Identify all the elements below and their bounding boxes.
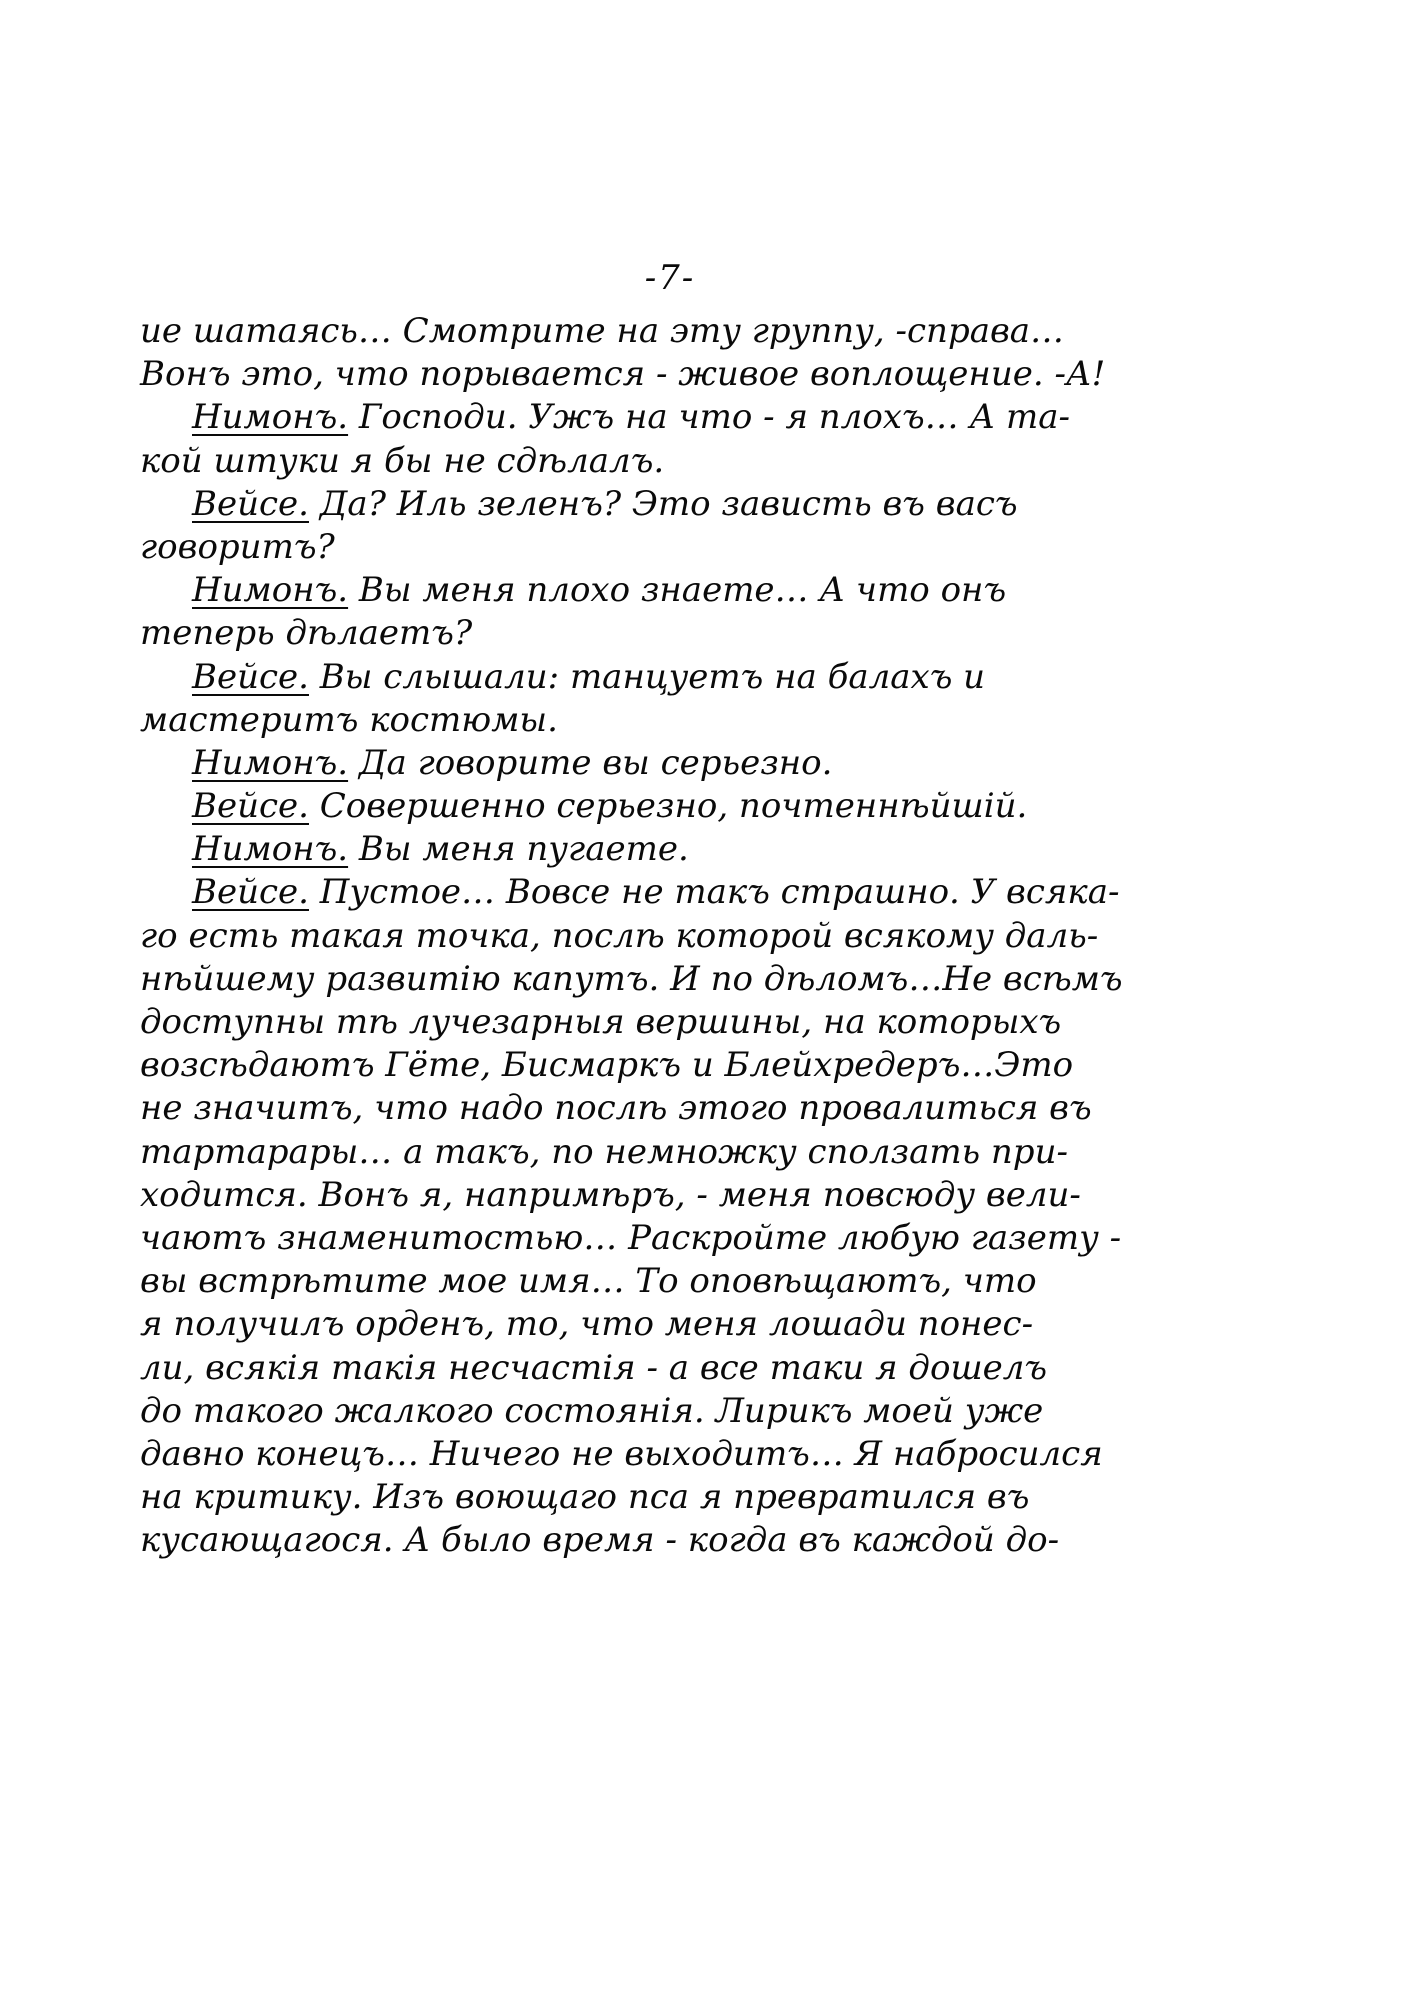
line-text: Да говорите вы серьезно.: [348, 742, 833, 783]
text-line: [140, 1217, 1270, 1260]
line-text: ли, всякія такія несчастія - а все таки я дошелъ: [140, 1347, 1048, 1388]
text-line: [140, 656, 1270, 699]
line-text: Совершенно серьезно, почтеннѣйшій.: [308, 786, 1028, 827]
text-line: [140, 440, 1270, 483]
manuscript-text: [140, 310, 1270, 1562]
text-line: [140, 1131, 1270, 1174]
speaker-name: Вейсе.: [192, 786, 309, 827]
text-line: [140, 828, 1270, 871]
speaker-name: Вейсе.: [192, 656, 309, 697]
text-line: [140, 353, 1270, 396]
text-line: [140, 1303, 1270, 1346]
line-text: кусающагося. А было время - когда въ каждой до-: [140, 1520, 1060, 1561]
line-text: Вы слышали: танцуетъ на балахъ и: [308, 656, 986, 697]
text-line: [140, 569, 1270, 612]
line-text: Вы меня пугаете.: [348, 829, 689, 870]
text-line: [140, 1044, 1270, 1087]
text-line: [140, 958, 1270, 1001]
line-text: нѣйшему развитію капутъ. И по дѣломъ…Не всѣмъ: [140, 958, 1123, 999]
page-number: -7-: [644, 258, 696, 298]
speaker-name: Нимонъ.: [192, 570, 349, 611]
text-line: [140, 612, 1270, 655]
line-text: не значитъ, что надо послѣ этого провалиться въ: [140, 1088, 1092, 1129]
line-text: говоритъ?: [140, 526, 335, 567]
line-text: ие шатаясь… Смотрите на эту группу, -справа…: [140, 311, 1065, 351]
speaker-name: Нимонъ.: [192, 397, 349, 438]
text-line: [140, 785, 1270, 828]
line-text: до такого жалкого состоянія. Лирикъ моей уже: [140, 1390, 1044, 1431]
line-text: я получилъ орденъ, то, что меня лошади понес-: [140, 1304, 1034, 1345]
text-line: [140, 1519, 1270, 1562]
text-line: [140, 742, 1270, 785]
line-text: Вонъ это, что порывается - живое воплощение. -А!: [140, 354, 1106, 395]
text-line: [140, 1347, 1270, 1390]
line-text: теперь дѣлаетъ?: [140, 613, 473, 654]
text-line: [140, 871, 1270, 914]
line-text: давно конецъ… Ничего не выходитъ… Я набросился: [140, 1433, 1103, 1474]
line-text: чаютъ знаменитостью… Раскройте любую газету -: [140, 1217, 1122, 1258]
text-line: [140, 1433, 1270, 1476]
line-text: Господи. Ужъ на что - я плохъ… А та-: [348, 397, 1070, 438]
line-text: Вы меня плохо знаете… А что онъ: [348, 570, 1007, 611]
text-line: [140, 1174, 1270, 1217]
line-text: Да? Иль зеленъ? Это зависть въ васъ: [308, 483, 1018, 524]
line-text: го есть такая точка, послѣ которой всякому даль-: [140, 915, 1099, 956]
line-text: вы встрѣтите мое имя… То оповѣщаютъ, что: [140, 1261, 1037, 1302]
speaker-name: Вейсе.: [192, 483, 309, 524]
text-line: [140, 699, 1270, 742]
text-line: [140, 396, 1270, 439]
text-line: [140, 1476, 1270, 1519]
line-text: на критику. Изъ воющаго пса я превратился въ: [140, 1477, 1030, 1518]
text-line: [140, 915, 1270, 958]
line-text: ходится. Вонъ я, напримѣръ, - меня повсюду вели-: [140, 1174, 1081, 1215]
text-line: [140, 1390, 1270, 1433]
speaker-name: Нимонъ.: [192, 742, 349, 783]
text-line: [140, 1087, 1270, 1130]
text-line: [140, 526, 1270, 569]
line-text: доступны тѣ лучезарныя вершины, на которыхъ: [140, 1002, 1062, 1042]
text-line: [140, 483, 1270, 526]
speaker-name: Нимонъ.: [192, 829, 349, 870]
speaker-name: Вейсе.: [192, 872, 309, 913]
text-line: [140, 1260, 1270, 1303]
line-text: Пустое… Вовсе не такъ страшно. У всяка-: [308, 872, 1120, 913]
line-text: мастеритъ костюмы.: [140, 699, 558, 740]
line-text: тартарары… а такъ, по немножку сползать при-: [140, 1131, 1068, 1172]
line-text: возсѣдаютъ Гёте, Бисмаркъ и Блейхредеръ…Это: [140, 1045, 1074, 1086]
text-line: [140, 1001, 1270, 1044]
text-line: [140, 310, 1270, 353]
line-text: кой штуки я бы не сдѣлалъ.: [140, 440, 665, 481]
